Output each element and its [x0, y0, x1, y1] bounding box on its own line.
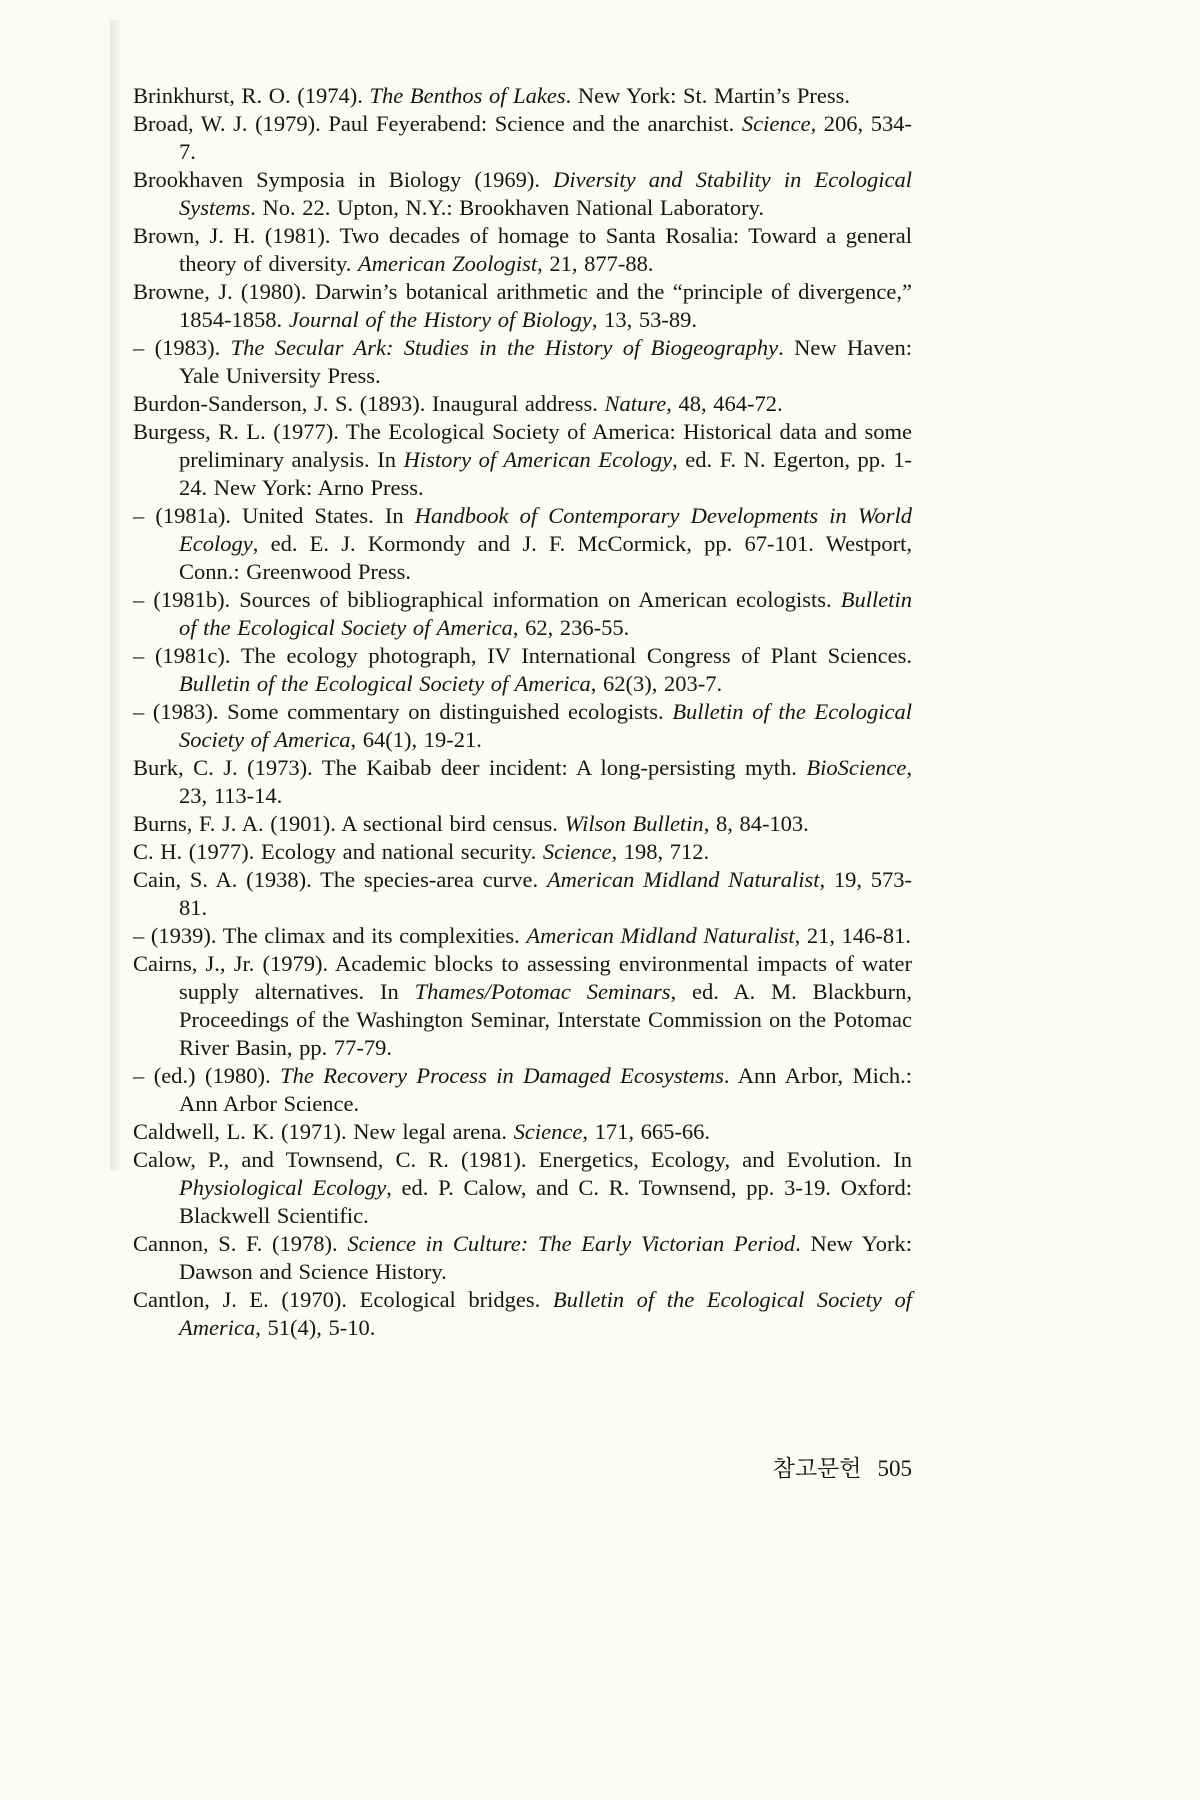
reference-text: , ed. E. J. Kormondy and J. F. McCormick, pp. 67-101. Westport, Conn.: Greenwood Press. [179, 531, 912, 584]
reference-list [133, 82, 912, 1342]
reference-text: Calow, P., and Townsend, C. R. (1981). Energetics, Ecology, and Evolution. In [133, 1147, 912, 1172]
reference-entry [133, 586, 912, 642]
reference-text: . New York: Dawson and Science History. [179, 1231, 912, 1284]
reference-title-italic: Science [741, 111, 811, 136]
reference-text: . Ann Arbor, Mich.: Ann Arbor Science. [179, 1063, 912, 1116]
reference-entry [133, 82, 912, 110]
reference-text: , 51(4), 5-10. [255, 1315, 376, 1340]
reference-text: Burns, F. J. A. (1901). A sectional bird census. [133, 811, 565, 836]
reference-text: , 171, 665-66. [582, 1119, 710, 1144]
reference-text: Caldwell, L. K. (1971). New legal arena. [133, 1119, 514, 1144]
reference-title-italic: Bulletin of the Ecological Society of America [179, 587, 912, 640]
reference-text: Cannon, S. F. (1978). [133, 1231, 348, 1256]
page-footer [133, 1455, 912, 1483]
reference-entry [133, 950, 912, 1062]
reference-text: – (1981b). Sources of bibliographical information on American ecologists. [133, 587, 841, 612]
reference-entry [133, 1230, 912, 1286]
reference-text: Brinkhurst, R. O. (1974). [133, 83, 370, 108]
reference-text: , ed. P. Calow, and C. R. Townsend, pp. 3-19. Oxford: Blackwell Scientific. [179, 1175, 912, 1228]
reference-title-italic: American Midland Naturalist [546, 867, 820, 892]
reference-text: Cain, S. A. (1938). The species-area curve. [133, 867, 547, 892]
reference-entry [133, 390, 912, 418]
reference-text: Burk, C. J. (1973). The Kaibab deer incident: A long-persisting myth. [133, 755, 807, 780]
reference-title-italic: Thames/Potomac Seminars [414, 979, 671, 1004]
reference-text: , 62(3), 203-7. [590, 671, 723, 696]
reference-text: Burdon-Sanderson, J. S. (1893). Inaugural address. [133, 391, 605, 416]
reference-text: Burgess, R. L. (1977). The Ecological Society of America: Historical data and some preliminary analysis. In [133, 419, 912, 472]
reference-text: , 13, 53-89. [591, 307, 697, 332]
reference-entry [133, 1286, 912, 1342]
reference-entry [133, 642, 912, 698]
reference-title-italic: Science [513, 1119, 583, 1144]
reference-entry [133, 166, 912, 222]
reference-entry [133, 754, 912, 810]
reference-text: – (1939). The climax and its complexities. [133, 923, 527, 948]
reference-entry [133, 334, 912, 390]
reference-text: , 48, 464-72. [666, 391, 783, 416]
reference-entry [133, 838, 912, 866]
reference-entry [133, 418, 912, 502]
reference-text: , ed. F. N. Egerton, pp. 1-24. New York: Arno Press. [179, 447, 912, 500]
reference-entry [133, 866, 912, 922]
reference-text: , 64(1), 19-21. [350, 727, 482, 752]
reference-entry [133, 1146, 912, 1230]
reference-title-italic: The Benthos of Lakes [369, 83, 566, 108]
reference-title-italic: Physiological Ecology [179, 1175, 387, 1200]
footer-label: 참고문헌 [772, 1456, 862, 1481]
reference-text: – (1981a). United States. In [133, 503, 415, 528]
scan-edge-artifact [110, 20, 122, 1170]
reference-text: – (1983). [133, 335, 231, 360]
reference-text: , 8, 84-103. [703, 811, 809, 836]
reference-text: , ed. A. M. Blackburn, Proceedings of the Washington Seminar, Interstate Commission on the Potomac River Basin, pp. 77-79. [179, 979, 912, 1060]
reference-entry [133, 502, 912, 586]
reference-text: Cantlon, J. E. (1970). Ecological bridges. [133, 1287, 553, 1312]
reference-entry [133, 922, 912, 950]
reference-text: , 23, 113-14. [179, 755, 912, 808]
reference-title-italic: American Midland Naturalist [526, 923, 795, 948]
reference-title-italic: Handbook of Contemporary Developments in World Ecology [179, 503, 913, 556]
reference-title-italic: History of American Ecology [403, 447, 673, 472]
reference-text: – (1981c). The ecology photograph, IV International Congress of Plant Sciences. [133, 643, 912, 668]
reference-text: Brookhaven Symposia in Biology (1969). [133, 167, 554, 192]
reference-title-italic: Bulletin of the Ecological Society of America [179, 1287, 912, 1340]
reference-title-italic: Bulletin of the Ecological Society of America [179, 671, 591, 696]
reference-title-italic: Diversity and Stability in Ecological Systems [179, 167, 912, 220]
reference-title-italic: Nature [604, 391, 667, 416]
reference-text: , 19, 573-81. [179, 867, 912, 920]
reference-title-italic: Science in Culture: The Early Victorian Period [347, 1231, 796, 1256]
reference-text: . No. 22. Upton, N.Y.: Brookhaven National Laboratory. [250, 195, 765, 220]
reference-text: Brown, J. H. (1981). Two decades of homage to Santa Rosalia: Toward a general theory of diversity. [133, 223, 912, 276]
reference-title-italic: Wilson Bulletin [564, 811, 704, 836]
reference-text: Cairns, J., Jr. (1979). Academic blocks to assessing environmental impacts of water supply alternatives. In [133, 951, 912, 1004]
reference-text: . New York: St. Martin’s Press. [565, 83, 851, 108]
reference-entry [133, 810, 912, 838]
reference-title-italic: Journal of the History of Biology [288, 307, 592, 332]
reference-text: . New Haven: Yale University Press. [179, 335, 912, 388]
reference-text: – (1983). Some commentary on distinguished ecologists. [133, 699, 673, 724]
reference-text: , 206, 534-7. [179, 111, 913, 164]
reference-entry [133, 222, 912, 278]
reference-title-italic: Science [542, 839, 612, 864]
reference-title-italic: Bulletin of the Ecological Society of America [179, 699, 912, 752]
reference-text: C. H. (1977). Ecology and national security. [133, 839, 543, 864]
page-number: 505 [877, 1456, 912, 1481]
reference-entry [133, 278, 912, 334]
reference-entry [133, 698, 912, 754]
reference-text: , 198, 712. [611, 839, 710, 864]
reference-text: Broad, W. J. (1979). Paul Feyerabend: Science and the anarchist. [133, 111, 742, 136]
reference-entry [133, 1118, 912, 1146]
reference-text: Browne, J. (1980). Darwin’s botanical arithmetic and the “principle of divergence,” 1854-1858. [133, 279, 912, 332]
reference-entry [133, 1062, 912, 1118]
reference-entry [133, 110, 912, 166]
reference-title-italic: The Recovery Process in Damaged Ecosystems [280, 1063, 724, 1088]
reference-title-italic: American Zoologist [358, 251, 538, 276]
reference-text: , 62, 236-55. [512, 615, 630, 640]
reference-title-italic: BioScience [806, 755, 907, 780]
reference-text: , 21, 146-81. [794, 923, 912, 948]
reference-text: , 21, 877-88. [537, 251, 654, 276]
reference-text: – (ed.) (1980). [133, 1063, 281, 1088]
reference-title-italic: The Secular Ark: Studies in the History of Biogeography [230, 335, 779, 360]
